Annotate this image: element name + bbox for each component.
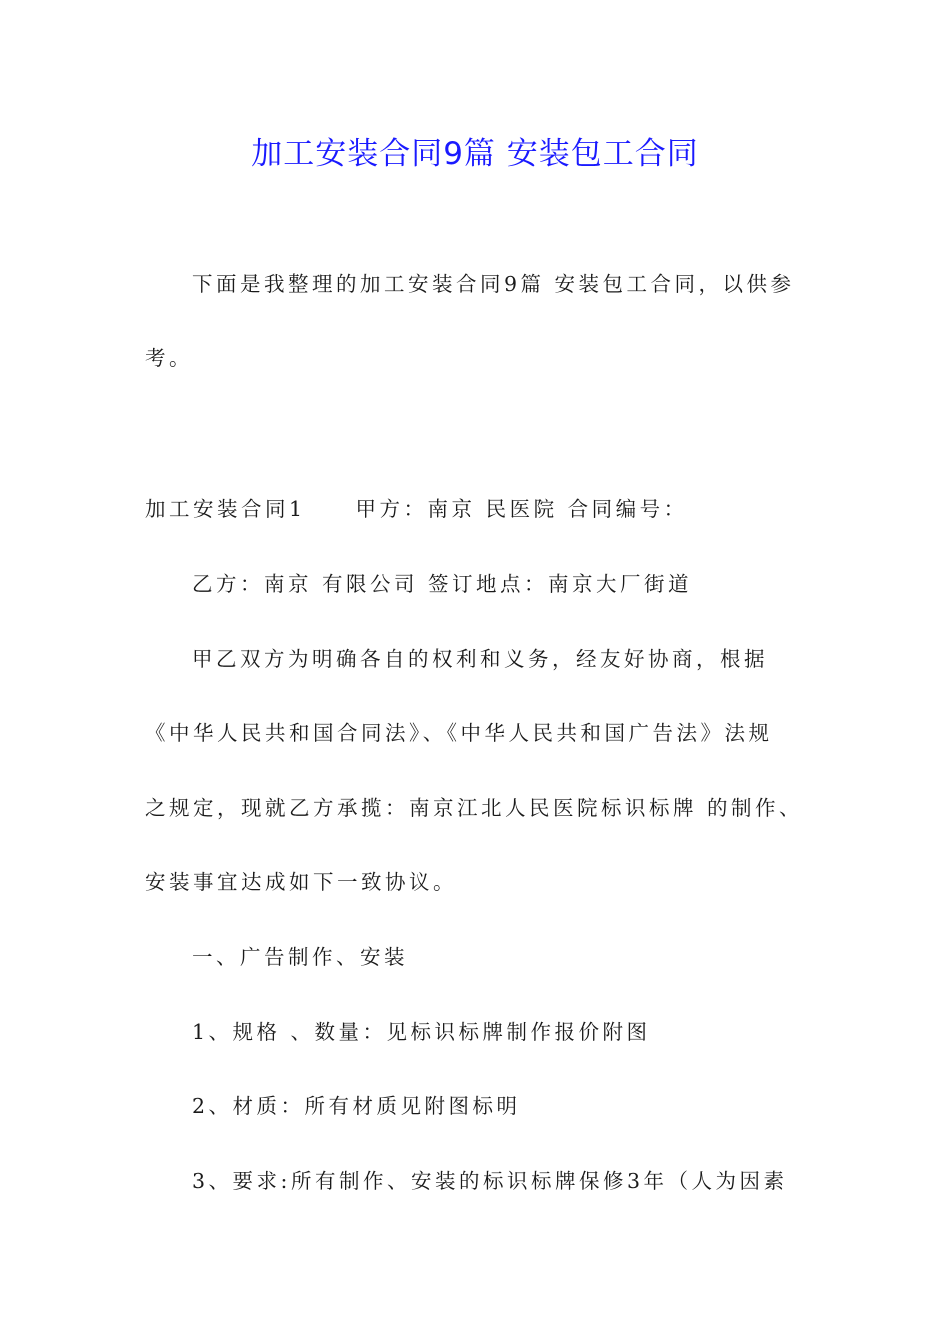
paragraph-line-2: 《中华人民共和国合同法》、《中华人民共和国广告法》法规 (145, 721, 773, 745)
document-title: 加工安装合同9篇 安装包工合同 (251, 136, 699, 172)
clause-1: 1、规格 、数量：见标识标牌制作报价附图 (192, 1020, 651, 1044)
paragraph-line-4: 安装事宜达成如下一致协议。 (145, 870, 457, 894)
paragraph-line-1: 甲乙双方为明确各自的权利和义务，经友好协商，根据 (192, 647, 768, 671)
party-b-line: 乙方：南京 有限公司 签订地点：南京大厂街道 (192, 572, 693, 596)
clause-3: 3、要求:所有制作、安装的标识标牌保修3年（人为因素 (192, 1169, 788, 1193)
party-a-line: 甲方：南京 民医院 合同编号： (355, 497, 688, 521)
paragraph-line-3: 之规定，现就乙方承揽：南京江北人民医院标识标牌 的制作、 (145, 796, 804, 820)
section-heading: 一、广告制作、安装 (192, 945, 408, 969)
clause-2: 2、材质：所有材质见附图标明 (192, 1094, 521, 1118)
contract-heading: 加工安装合同1 (145, 497, 306, 521)
intro-line-1: 下面是我整理的加工安装合同9篇 安装包工合同，以供参 (192, 272, 795, 296)
contract-heading-line (145, 489, 688, 529)
intro-line-2: 考。 (145, 346, 193, 370)
